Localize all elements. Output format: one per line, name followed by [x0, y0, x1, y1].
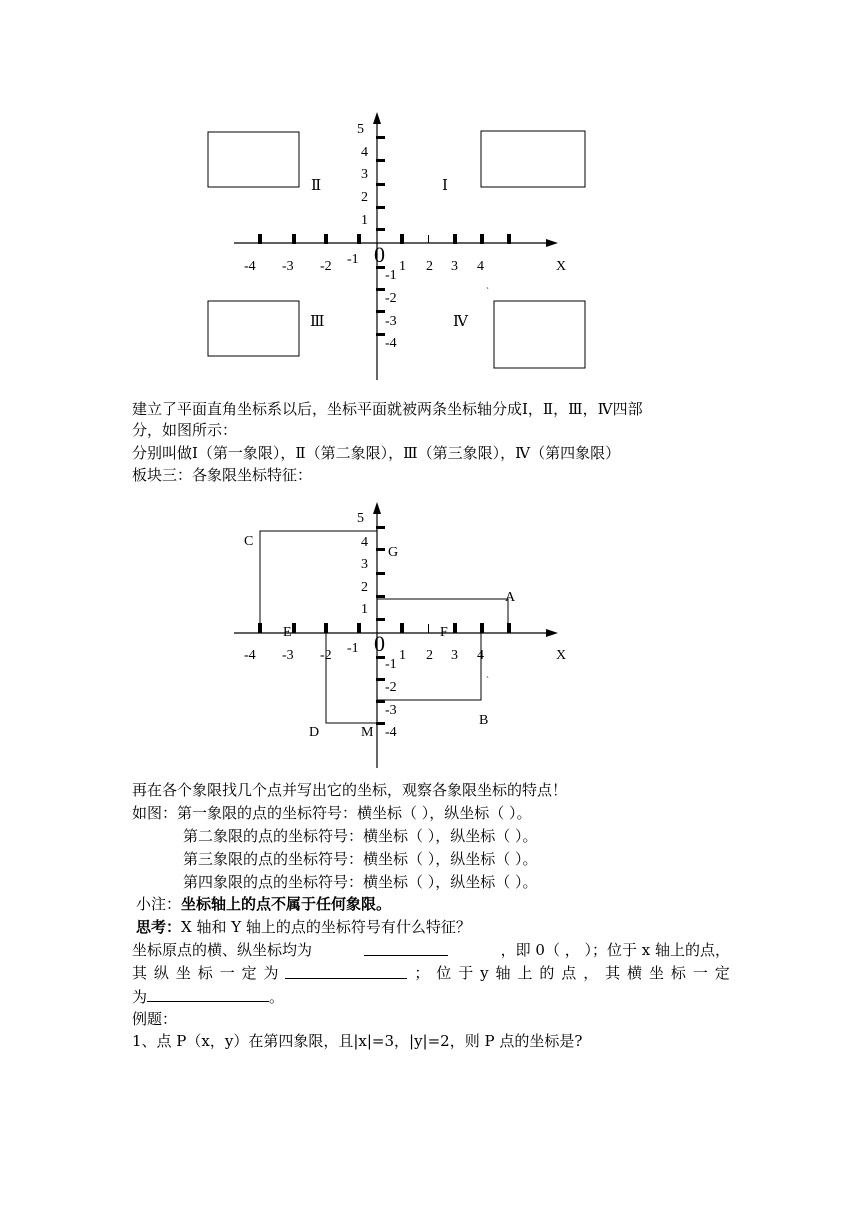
x-label-3: 3: [451, 648, 458, 663]
point-e-label: E: [283, 625, 292, 640]
y-label-4: 4: [361, 535, 368, 550]
quadrant-4-label: Ⅳ: [453, 314, 468, 330]
quadrant-1-label: Ⅰ: [442, 178, 448, 194]
yaxis-char-3: y: [480, 964, 489, 982]
origin-line: [132, 940, 730, 960]
think-text: X 轴和 Y 轴上的点的坐标符号有什么特征？: [181, 918, 471, 936]
think-line: [136, 917, 471, 937]
x-label-1: 1: [399, 259, 406, 274]
x-axis-label: X: [556, 648, 567, 663]
x-label-neg2: -2: [320, 648, 332, 663]
quadrant-3-label: Ⅲ: [310, 314, 325, 330]
origin-text-a: 坐标原点的横、纵坐标均为: [132, 941, 313, 959]
note-label: 小注：: [136, 895, 182, 913]
xaxis-char-3: 标: [197, 964, 213, 982]
x-label-neg3: -3: [282, 259, 294, 274]
x-label-4: 4: [477, 259, 484, 274]
note-text: 坐标轴上的点不属于任何象限。: [181, 895, 392, 913]
period-text: 。: [269, 988, 285, 1006]
yaxis-char-14: 定: [714, 964, 730, 982]
y-label-1: 1: [361, 213, 368, 228]
y-label-2: 2: [361, 190, 368, 205]
x-label-4: 4: [477, 648, 484, 663]
y-label-4: 4: [361, 145, 368, 160]
x-label-neg1: -1: [347, 641, 359, 656]
xaxis-char-1: 纵: [153, 964, 169, 982]
yaxis-char-2: 于: [458, 964, 474, 982]
point-m-label: M: [361, 725, 374, 740]
y-label-neg1: -1: [385, 657, 397, 672]
yaxis-char-0: ；: [414, 964, 430, 982]
intro-line: 再在各个象限找几个点并写出它的坐标，观察各象限坐标的特点！: [132, 781, 568, 799]
origin-blank: [364, 940, 448, 956]
axis-line: [132, 963, 730, 983]
section-heading-3: 板块三：各象限坐标特征：: [132, 466, 313, 484]
y-label-neg3: -3: [385, 703, 397, 718]
para-quadrants-line3: 分别叫做Ⅰ（第一象限），Ⅱ（第二象限），Ⅲ（第三象限），Ⅳ（第四象限）: [132, 444, 621, 462]
yaxis-char-13: 一: [692, 964, 708, 982]
y-label-neg2: -2: [385, 680, 397, 695]
origin-label: 0: [374, 631, 385, 656]
example-title: 例题：: [132, 1010, 178, 1028]
yaxis-blank: [147, 986, 269, 1002]
x-label-neg2: -2: [320, 259, 332, 274]
xaxis-char-2: 坐: [175, 964, 191, 982]
yaxis-char-7: 点: [561, 964, 577, 982]
yaxis-char-12: 标: [670, 964, 686, 982]
point-a-label: A: [505, 590, 516, 605]
x-label-2: 2: [426, 259, 433, 274]
para-quadrants-line2: 分，如图所示：: [132, 421, 238, 439]
yaxis-char-4: 轴: [495, 964, 511, 982]
y-label-3: 3: [361, 557, 368, 572]
origin-label: 0: [374, 242, 385, 267]
y-label-1: 1: [361, 602, 368, 617]
point-f-label: F: [440, 625, 448, 640]
x-label-3: 3: [451, 259, 458, 274]
stray-mark: ˎ: [486, 279, 489, 289]
yaxis-char-1: 位: [436, 964, 452, 982]
yaxis-answer-line: [132, 986, 284, 1007]
x-axis-label: X: [556, 259, 567, 274]
point-c-guide: [260, 531, 377, 633]
y-label-neg2: -2: [385, 291, 397, 306]
x-axis-arrow: [546, 629, 558, 637]
point-c-label: C: [244, 534, 254, 549]
stray-mark: ˎ: [486, 668, 489, 678]
x-label-1: 1: [399, 648, 406, 663]
yaxis-char-8: ，: [583, 964, 599, 982]
example-1: 1、点 P（x，y）在第四象限，且|x|=3，|y|=2，则 P 点的坐标是?: [132, 1032, 583, 1050]
xaxis-char-5: 定: [241, 964, 257, 982]
quadrant-1-sign-line: 如图：第一象限的点的坐标符号：横坐标（ ），纵坐标（ ）。: [132, 804, 532, 822]
yaxis-char-5: 上: [517, 964, 533, 982]
para-quadrants-line1: 建立了平面直角坐标系以后，坐标平面就被两条坐标轴分成Ⅰ，Ⅱ，Ⅲ，Ⅳ四部: [132, 400, 643, 418]
yaxis-char-10: 横: [627, 964, 643, 982]
note-line: [136, 894, 391, 914]
y-label-neg1: -1: [385, 268, 397, 283]
x-label-neg4: -4: [244, 259, 256, 274]
yaxis-char-9: 其: [605, 964, 621, 982]
quadrant-3-sign-line: 第三象限的点的坐标符号：横坐标（ ），纵坐标（ ）。: [183, 850, 538, 868]
y-label-neg4: -4: [385, 725, 397, 740]
point-g-label: G: [388, 545, 399, 560]
quadrant-2-sign-line: 第二象限的点的坐标符号：横坐标（ ），纵坐标（ ）。: [183, 827, 538, 845]
origin-text-b: ，即 0（ ， ）；位于 x 轴上的点，: [500, 941, 730, 959]
xaxis-char-6: 为: [263, 964, 279, 982]
yaxis-char-11: 坐: [648, 964, 664, 982]
xaxis-char-0: 其: [132, 964, 148, 982]
think-label: 思考：: [136, 918, 182, 936]
x-label-2: 2: [426, 648, 433, 663]
yaxis-char-6: 的: [539, 964, 555, 982]
y-label-5: 5: [357, 122, 364, 137]
y-label-3: 3: [361, 167, 368, 182]
x-label-neg4: -4: [244, 648, 256, 663]
y-label-2: 2: [361, 580, 368, 595]
y-label-neg4: -4: [385, 336, 397, 351]
quadrant-4-sign-line: 第四象限的点的坐标符号：横坐标（ ），纵坐标（ ）。: [183, 873, 538, 891]
quadrant-2-label: Ⅱ: [311, 178, 322, 194]
y-axis-arrow: [373, 502, 381, 514]
xaxis-char-4: 一: [219, 964, 235, 982]
y-label-5: 5: [357, 511, 364, 526]
x-label-neg3: -3: [282, 648, 294, 663]
x-label-neg1: -1: [347, 252, 359, 267]
y-label-neg3: -3: [385, 314, 397, 329]
wei-text: 为: [132, 988, 148, 1006]
point-b-label: B: [479, 713, 489, 728]
point-d-label: D: [309, 725, 320, 740]
xaxis-blank: [285, 963, 407, 979]
